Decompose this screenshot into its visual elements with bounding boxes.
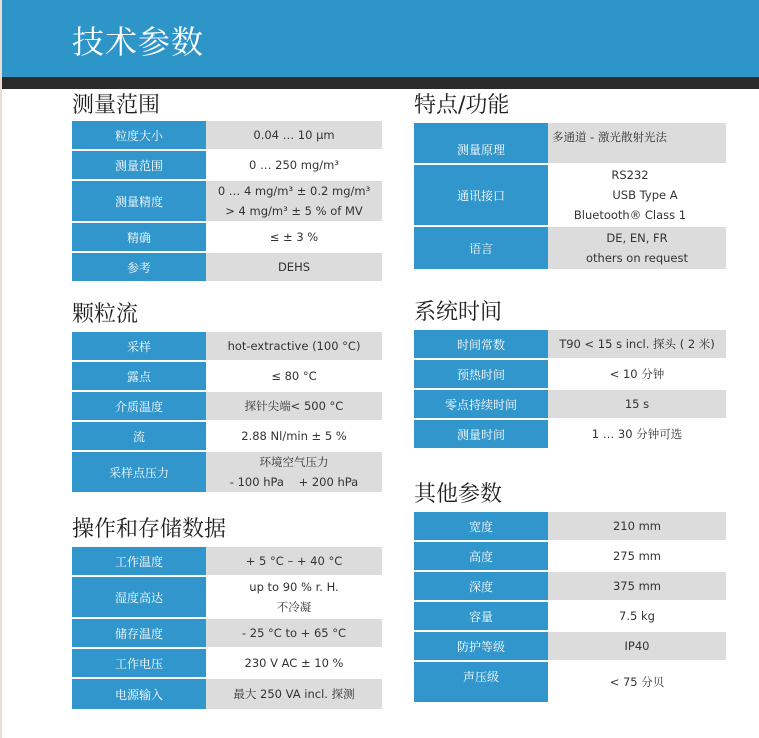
spec-value [206,649,382,677]
spec-label: 湿度高达 [72,577,206,617]
spec-value-line: 最大 250 VA incl. 探测 [233,687,355,701]
spec-row [72,547,382,575]
spec-label: 语言 [414,227,548,269]
spec-row [72,679,382,709]
spec-row [72,151,382,179]
spec-label: 声压级 [414,662,548,702]
spec-row [414,572,726,600]
spec-label: 工作电压 [72,649,206,677]
spec-value [206,362,382,390]
spec-value-line: 210 mm [612,519,661,533]
spec-value [206,547,382,575]
spec-value [548,602,726,630]
page-title: 技术参数 [72,23,205,61]
spec-value-line: DE, EN, FR [606,231,668,245]
spec-row [414,542,726,570]
spec-row [72,422,382,450]
spec-value-line: < 10 分钟 [609,367,665,381]
spec-value-line: < 75 分贝 [609,675,665,689]
spec-value-line: USB Type A [612,188,678,202]
spec-value-line: RS232 [611,168,649,182]
spec-row [414,632,726,660]
spec-value-line: 1 … 30 分钟可选 [591,427,683,441]
spec-value-line: up to 90 % r. H. [249,580,339,594]
spec-value-line: 不冷凝 [276,600,312,614]
spec-value [206,679,382,709]
spec-value [548,542,726,570]
spec-row [72,649,382,677]
spec-label: 零点持续时间 [414,390,548,418]
spec-value-line: Bluetooth® Class 1 [573,208,687,222]
spec-value [548,632,726,660]
spec-value-line: ≤ 80 °C [271,369,317,383]
section-operation-storage [72,517,382,711]
spec-value [206,332,382,360]
section-title: 其他参数 [414,482,503,507]
spec-label: 防护等级 [414,632,548,660]
spec-row [72,253,382,281]
spec-value [206,452,382,492]
spec-value-line: 375 mm [612,579,661,593]
spec-row [414,165,726,225]
spec-value-line: 0 … 250 mg/m³ [249,158,339,172]
spec-value-line: T90 < 15 s incl. 探头 ( 2 米) [559,337,715,351]
spec-row [414,123,726,163]
spec-value [548,572,726,600]
section-title: 系统时间 [414,300,503,325]
spec-label: 测量原理 [414,123,548,163]
spec-value [206,422,382,450]
spec-value-line: 环境空气压力 [259,455,329,469]
spec-value-line: hot-extractive (100 °C) [227,339,361,353]
spec-label: 介质温度 [72,392,206,420]
section-system-time [414,300,726,450]
spec-value-line: 7.5 kg [619,609,655,623]
spec-label: 容量 [414,602,548,630]
spec-row [414,390,726,418]
section-other [414,482,726,704]
spec-label: 深度 [414,572,548,600]
spec-label: 高度 [414,542,548,570]
section-title: 特点/功能 [414,93,510,118]
header-banner [2,0,759,77]
spec-value [206,223,382,251]
spec-row [414,330,726,358]
spec-label: 时间常数 [414,330,548,358]
spec-value-line: 230 V AC ± 10 % [244,656,344,670]
section-title: 测量范围 [72,93,161,118]
spec-row [72,362,382,390]
spec-row [72,619,382,647]
spec-value [548,123,726,163]
spec-row [414,512,726,540]
spec-value-line: 多通道 - 激光散射光法 [552,130,667,144]
spec-value-line: others on request [586,251,688,265]
spec-value-line: IP40 [624,639,650,653]
section-title: 操作和存储数据 [72,517,227,542]
spec-value-line: 0.04 … 10 µm [253,128,335,142]
spec-row [414,662,726,702]
spec-label: 参考 [72,253,206,281]
spec-row [72,181,382,221]
spec-label: 精确 [72,223,206,251]
spec-value [548,165,726,225]
spec-value-line: 0 … 4 mg/m³ ± 0.2 mg/m³ [217,184,371,198]
spec-value-line: 15 s [624,397,650,411]
spec-value [206,121,382,149]
spec-value [206,619,382,647]
spec-value [206,392,382,420]
spec-label: 测量精度 [72,181,206,221]
section-features [414,93,726,271]
spec-label: 露点 [72,362,206,390]
spec-value-line: ≤ ± 3 % [269,230,319,244]
spec-row [72,332,382,360]
spec-value-line: 275 mm [612,549,661,563]
spec-label: 储存温度 [72,619,206,647]
section-measurement-range [72,93,382,283]
spec-value [548,420,726,448]
spec-value [206,253,382,281]
spec-value [548,330,726,358]
spec-value [548,360,726,388]
spec-value [548,390,726,418]
spec-label: 流 [72,422,206,450]
spec-row [414,227,726,269]
section-title: 颗粒流 [72,302,139,327]
spec-label: 通讯接口 [414,165,548,225]
section-particle-flow [72,302,382,494]
page-edge [0,0,2,738]
spec-row [72,223,382,251]
spec-row [72,452,382,492]
spec-label: 测量时间 [414,420,548,448]
spec-label: 工作温度 [72,547,206,575]
header-divider [2,77,759,89]
spec-value [206,181,382,221]
spec-value-line: - 25 °C to + 65 °C [241,626,347,640]
spec-label: 测量范围 [72,151,206,179]
spec-value-line: > 4 mg/m³ ± 5 % of MV [225,204,363,218]
spec-value-line: DEHS [277,260,311,274]
spec-value-line: 探针尖端< 500 °C [244,399,344,413]
spec-row [414,602,726,630]
spec-value-line: 2.88 Nl/min ± 5 % [241,429,347,443]
spec-label: 粒度大小 [72,121,206,149]
spec-value-line: + 5 °C – + 40 °C [245,554,343,568]
spec-value [548,227,726,269]
spec-row [72,392,382,420]
spec-value [206,577,382,617]
spec-row [414,420,726,448]
spec-label: 采样 [72,332,206,360]
spec-label: 采样点压力 [72,452,206,492]
spec-value [548,512,726,540]
spec-row [72,577,382,617]
spec-label: 宽度 [414,512,548,540]
spec-label: 预热时间 [414,360,548,388]
spec-value [548,662,726,702]
spec-row [414,360,726,388]
spec-label: 电源输入 [72,679,206,709]
spec-value [206,151,382,179]
spec-value-line: - 100 hPa + 200 hPa [229,475,359,489]
spec-row [72,121,382,149]
